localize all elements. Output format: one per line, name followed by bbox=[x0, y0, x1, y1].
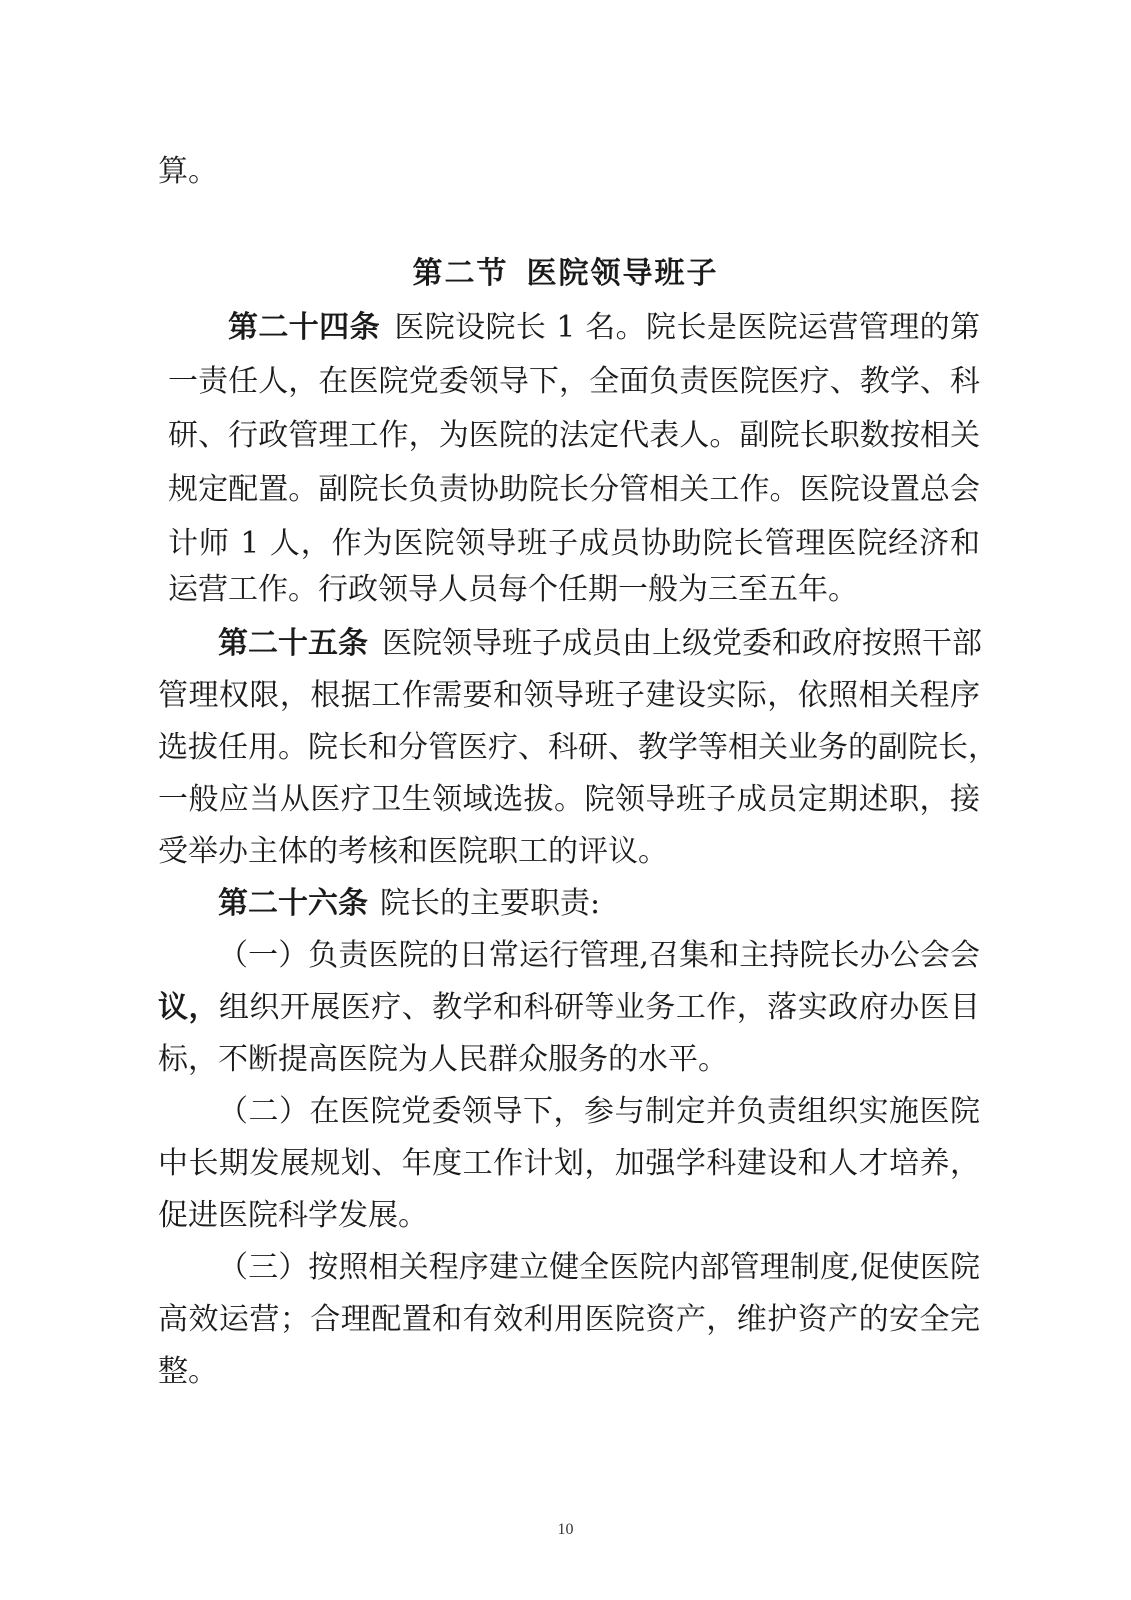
section-title: 医院领导班子 bbox=[526, 256, 719, 291]
article-26-intro: 院长的主要职责: bbox=[380, 886, 601, 921]
section-number: 第二节 bbox=[412, 256, 509, 291]
item-2-line-1: （二）在医院党委领导下，参与制定并负责组织实施医院 bbox=[218, 1094, 980, 1129]
article-25-line-4: 一般应当从医疗卫生领域选拔。院领导班子成员定期述职，接 bbox=[158, 782, 980, 817]
section-heading bbox=[0, 252, 1131, 296]
article-25-text-1: 医院领导班子成员由上级党委和政府按照干部 bbox=[382, 626, 982, 661]
article-25-line-3: 选拔任用。院长和分管医疗、科研、教学等相关业务的副院长， bbox=[158, 730, 998, 765]
article-25-line-5: 受举办主体的考核和医院职工的评议。 bbox=[158, 834, 668, 869]
article-25-line-2: 管理权限，根据工作需要和领导班子建设实际，依照相关程序 bbox=[158, 678, 980, 713]
item-2-line-2: 中长期发展规划、年度工作计划，加强学科建设和人才培养， bbox=[158, 1146, 980, 1181]
article-24-text-1: 医院设院长 1 名。院长是医院运营管理的第 bbox=[393, 310, 980, 345]
article-24-line-2: 一责任人，在医院党委领导下，全面负责医院医疗、教学、科 bbox=[168, 364, 980, 399]
article-25-line-1 bbox=[218, 624, 980, 664]
article-26-label: 第二十六条 bbox=[218, 886, 368, 921]
item-3-line-1: （三）按照相关程序建立健全医院内部管理制度,促使医院 bbox=[218, 1250, 980, 1285]
item-2-line-3: 促进医院科学发展。 bbox=[158, 1198, 428, 1233]
article-24-line-1 bbox=[228, 308, 980, 348]
article-24-line-3: 研、行政管理工作，为医院的法定代表人。副院长职数按相关 bbox=[168, 418, 980, 453]
carryover-text: 算。 bbox=[158, 154, 218, 189]
item-1-line-2-text: 组织开展医疗、教学和科研等业务工作，落实政府办医目 bbox=[218, 990, 981, 1025]
item-1-line-1: （一）负责医院的日常运行管理,召集和主持院长办公会会 bbox=[218, 938, 980, 973]
item-1-line-2 bbox=[158, 988, 980, 1028]
item-3-line-3: 整。 bbox=[158, 1354, 218, 1389]
article-24-line-5: 计师 1 人，作为医院领导班子成员协助院长管理医院经济和 bbox=[168, 526, 980, 561]
article-24-line-6: 运营工作。行政领导人员每个任期一般为三至五年。 bbox=[168, 572, 858, 607]
article-24-line-4: 规定配置。副院长负责协助院长分管相关工作。医院设置总会 bbox=[168, 472, 980, 507]
page-number: 10 bbox=[557, 1521, 574, 1538]
article-24-label: 第二十四条 bbox=[228, 310, 380, 345]
item-3-line-2: 高效运营；合理配置和有效利用医院资产，维护资产的安全完 bbox=[158, 1302, 980, 1337]
article-25-label: 第二十五条 bbox=[218, 626, 368, 661]
article-26-line-1 bbox=[218, 884, 980, 924]
item-1-bold-fragment: 议， bbox=[158, 990, 219, 1025]
item-1-line-3: 标，不断提高医院为人民群众服务的水平。 bbox=[158, 1042, 728, 1077]
